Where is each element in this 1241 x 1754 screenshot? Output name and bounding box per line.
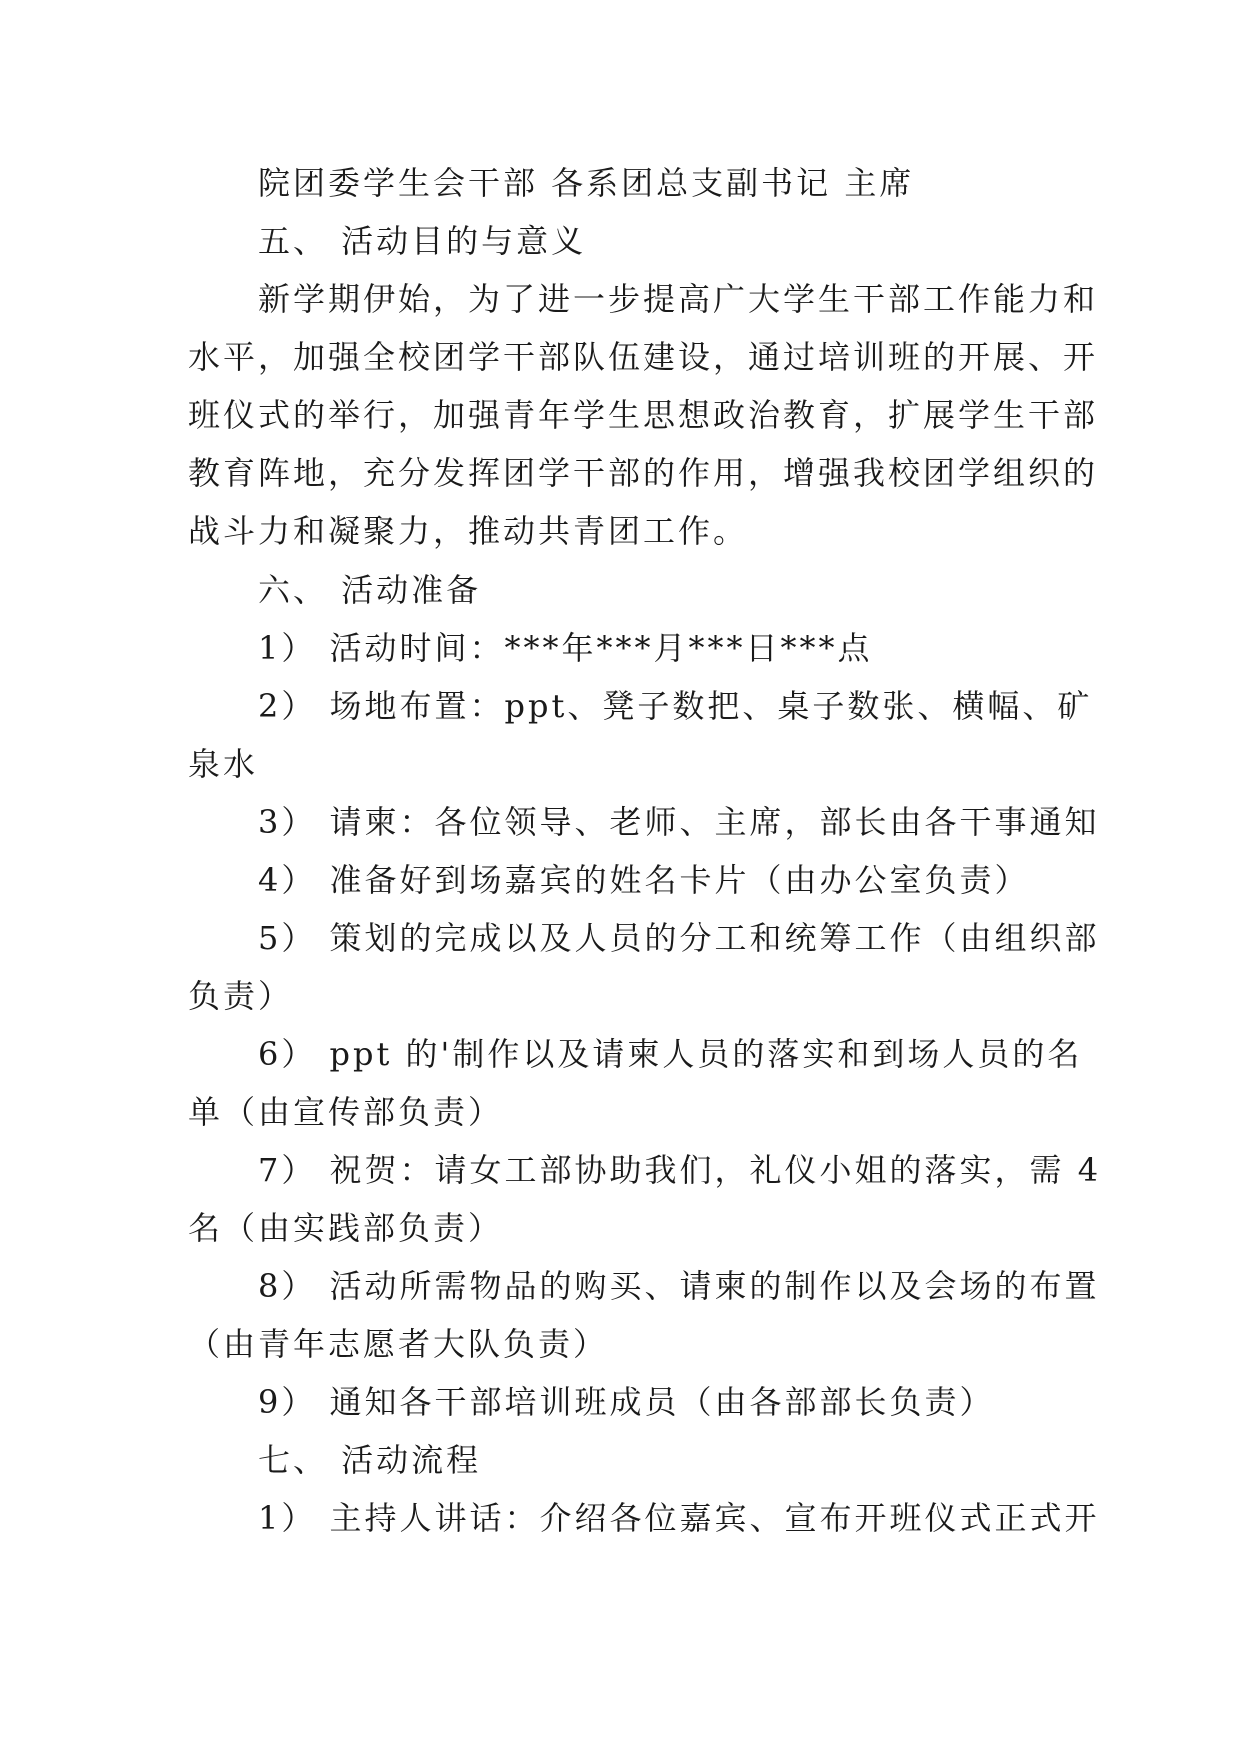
flow-item-1: 1） 主持人讲话：介绍各位嘉宾、宣布开班仪式正式开 bbox=[258, 1499, 1100, 1537]
participants-line: 院团委学生会干部 各系团总支副书记 主席 bbox=[258, 164, 915, 202]
prep-item-2-continued: 泉水 bbox=[188, 745, 259, 783]
prep-item-2: 2） 场地布置：ppt、凳子数把、桌子数张、横幅、矿 bbox=[258, 687, 1093, 725]
purpose-paragraph-line: 战斗力和凝聚力，推动共青团工作。 bbox=[188, 512, 749, 550]
prep-item-5-continued: 负责） bbox=[188, 977, 294, 1015]
prep-item-8: 8） 活动所需物品的购买、请柬的制作以及会场的布置 bbox=[258, 1267, 1100, 1305]
prep-item-5: 5） 策划的完成以及人员的分工和统筹工作（由组织部 bbox=[258, 919, 1100, 957]
prep-item-6-continued: 单（由宣传部负责） bbox=[188, 1093, 504, 1131]
prep-item-8-continued: （由青年志愿者大队负责） bbox=[188, 1325, 609, 1363]
purpose-paragraph-line: 教育阵地，充分发挥团学干部的作用，增强我校团学组织的 bbox=[188, 454, 1099, 492]
purpose-paragraph-line: 班仪式的举行，加强青年学生思想政治教育，扩展学生干部 bbox=[188, 396, 1099, 434]
prep-item-1: 1） 活动时间：***年***月***日***点 bbox=[258, 629, 873, 667]
prep-item-6: 6） ppt 的'制作以及请柬人员的落实和到场人员的名 bbox=[258, 1035, 1083, 1073]
prep-item-7: 7） 祝贺：请女工部协助我们，礼仪小姐的落实，需 4 bbox=[258, 1151, 1102, 1189]
section-6-heading: 六、 活动准备 bbox=[258, 571, 482, 609]
purpose-paragraph-line: 水平，加强全校团学干部队伍建设，通过培训班的开展、开 bbox=[188, 338, 1099, 376]
purpose-paragraph-line: 新学期伊始，为了进一步提高广大学生干部工作能力和 bbox=[258, 280, 1099, 318]
prep-item-9: 9） 通知各干部培训班成员（由各部部长负责） bbox=[258, 1383, 995, 1421]
prep-item-7-continued: 名（由实践部负责） bbox=[188, 1209, 504, 1247]
prep-item-3: 3） 请柬：各位领导、老师、主席，部长由各干事通知 bbox=[258, 803, 1100, 841]
prep-item-4: 4） 准备好到场嘉宾的姓名卡片（由办公室负责） bbox=[258, 861, 1030, 899]
section-5-heading: 五、 活动目的与意义 bbox=[258, 222, 587, 260]
section-7-heading: 七、 活动流程 bbox=[258, 1441, 482, 1479]
